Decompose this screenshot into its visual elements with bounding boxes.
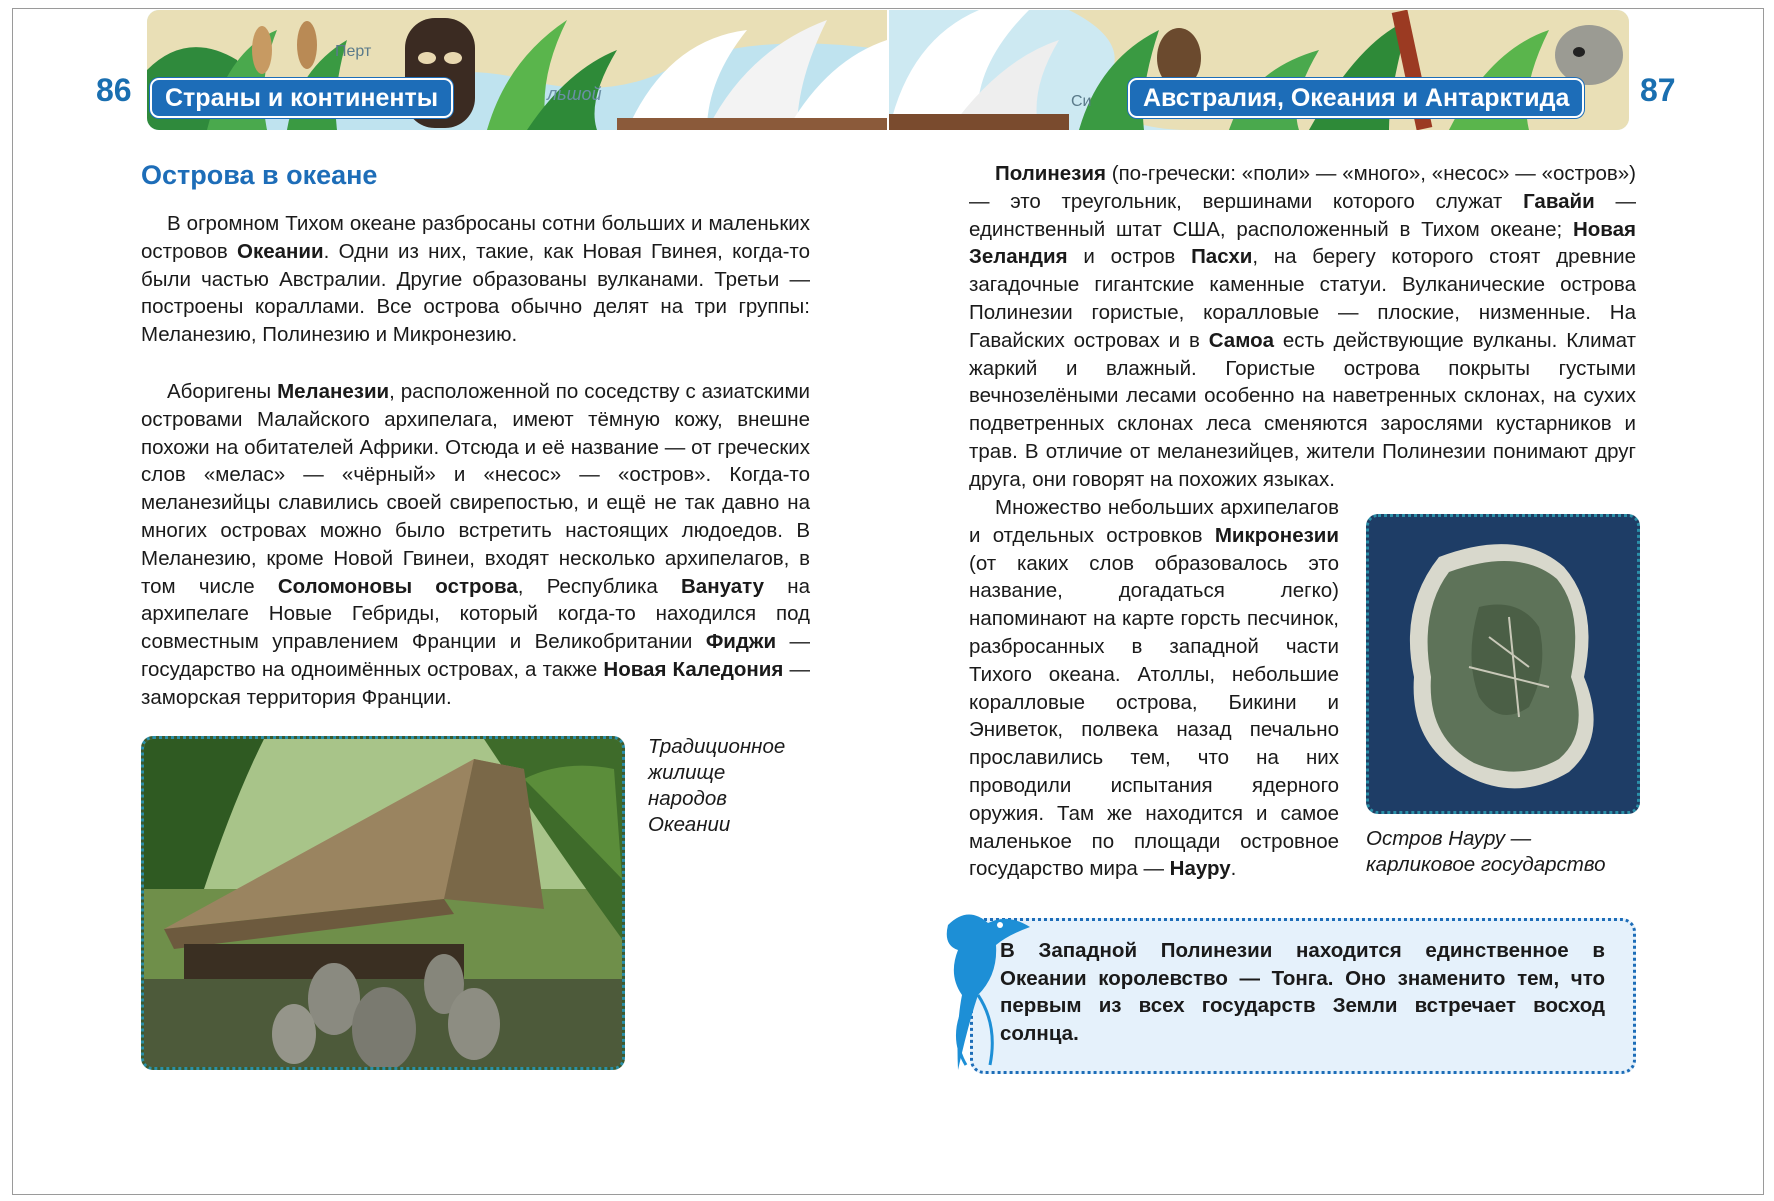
photo-traditional-house <box>141 736 625 1070</box>
page-title: Острова в океане <box>141 160 378 190</box>
photo-caption-nauru: Остров Науру — карликовое государство <box>1366 827 1606 876</box>
section-title-left: Страны и континенты <box>150 78 453 118</box>
page-number-left: 86 <box>96 72 132 108</box>
photo-nauru-island <box>1366 514 1640 814</box>
paragraph-micronesia: Множество небольших архипелагов и отдельных островков Микронезии (от каких слов образовалось это название, догадаться легко) напоминают на карте горсть песчинок, разбросанных в западной части Тихого океана. Атоллы, небольшие коралловые острова, Бикини и Эниветок, полвека назад печально прославились тем, что на них проводили испытания ядерного оружия. Там же находится и самое маленькое по площади островное государство мира — Науру. <box>969 496 1339 881</box>
map-label-perth: Перт <box>335 43 372 60</box>
section-title-right: Австралия, Океания и Антарктида <box>1128 78 1584 118</box>
paragraph-melanesia: Аборигены Меланезии, расположенной по соседству с азиатскими островами Малайского архипелага, имеют тёмную кожу, внешне похожи на обитателей Африки. Отсюда и её название — от греческих слов «мелас» — «чёрный» и «несос» — «остров». Когда-то меланезийцы славились своей свирепостью, и ещё не так давно на многих островах можно было встретить настоящих людоедов. В Меланезию, кроме Новой Гвинеи, входят несколько архипелагов, в том числе Соломоновы острова, Республика Вануату на архипелаге Новые Гебриды, который когда-то находился под совместным управлением Франции и Великобритании Фиджи — государство на одноимённых островах, а также Новая Каледония — заморская территория Франции. <box>141 380 811 709</box>
paragraph-polynesia: Полинезия (по-гречески: «поли» — «много», «несос» — «остров») — это треугольник, вершинами которого служат Гавайи — единственный штат США, расположенный в Тихом океане; Новая Зеландия и остров Пасхи, на берегу которого стоят древние загадочные гигантские каменные статуи. Вулканические острова Полинезии гористые, коралловые — плоские, низменные. На Гавайских островах и в Самоа есть действующие вулканы. Климат жаркий и влажный. Гористые острова покрыты густыми вечнозелёными лесами особенно на наветренных склонах, на сухих подветренных склонах леса сменяются зарослями кустарников и трав. В отличие от меланезийцев, жители Полинезии понимают друг друга, они говорят на похожих языках. <box>969 162 1636 491</box>
page-number-right: 87 <box>1640 72 1676 108</box>
photo-caption-house: Традиционное жилище народов Океании <box>648 735 786 836</box>
map-label-fragment: льшой <box>547 84 602 104</box>
paragraph-intro: В огромном Тихом океане разбросаны сотни больших и маленьких островов Океании. Одни из них, такие, как Новая Гвинея, когда-то были частью Австралии. Другие образованы вулканами. Третьи — построены кораллами. Все острова обычно делят на три группы: Меланезию, Полинезию и Микронезию. <box>141 212 810 347</box>
map-label-sydney-fragment: Си <box>1071 93 1092 110</box>
fact-text: В Западной Полинезии находится единственное в Океании королевство — Тонга. Оно знаменито тем, что первым из всех государств Земли встречает восход солнца. <box>1000 939 1605 1045</box>
